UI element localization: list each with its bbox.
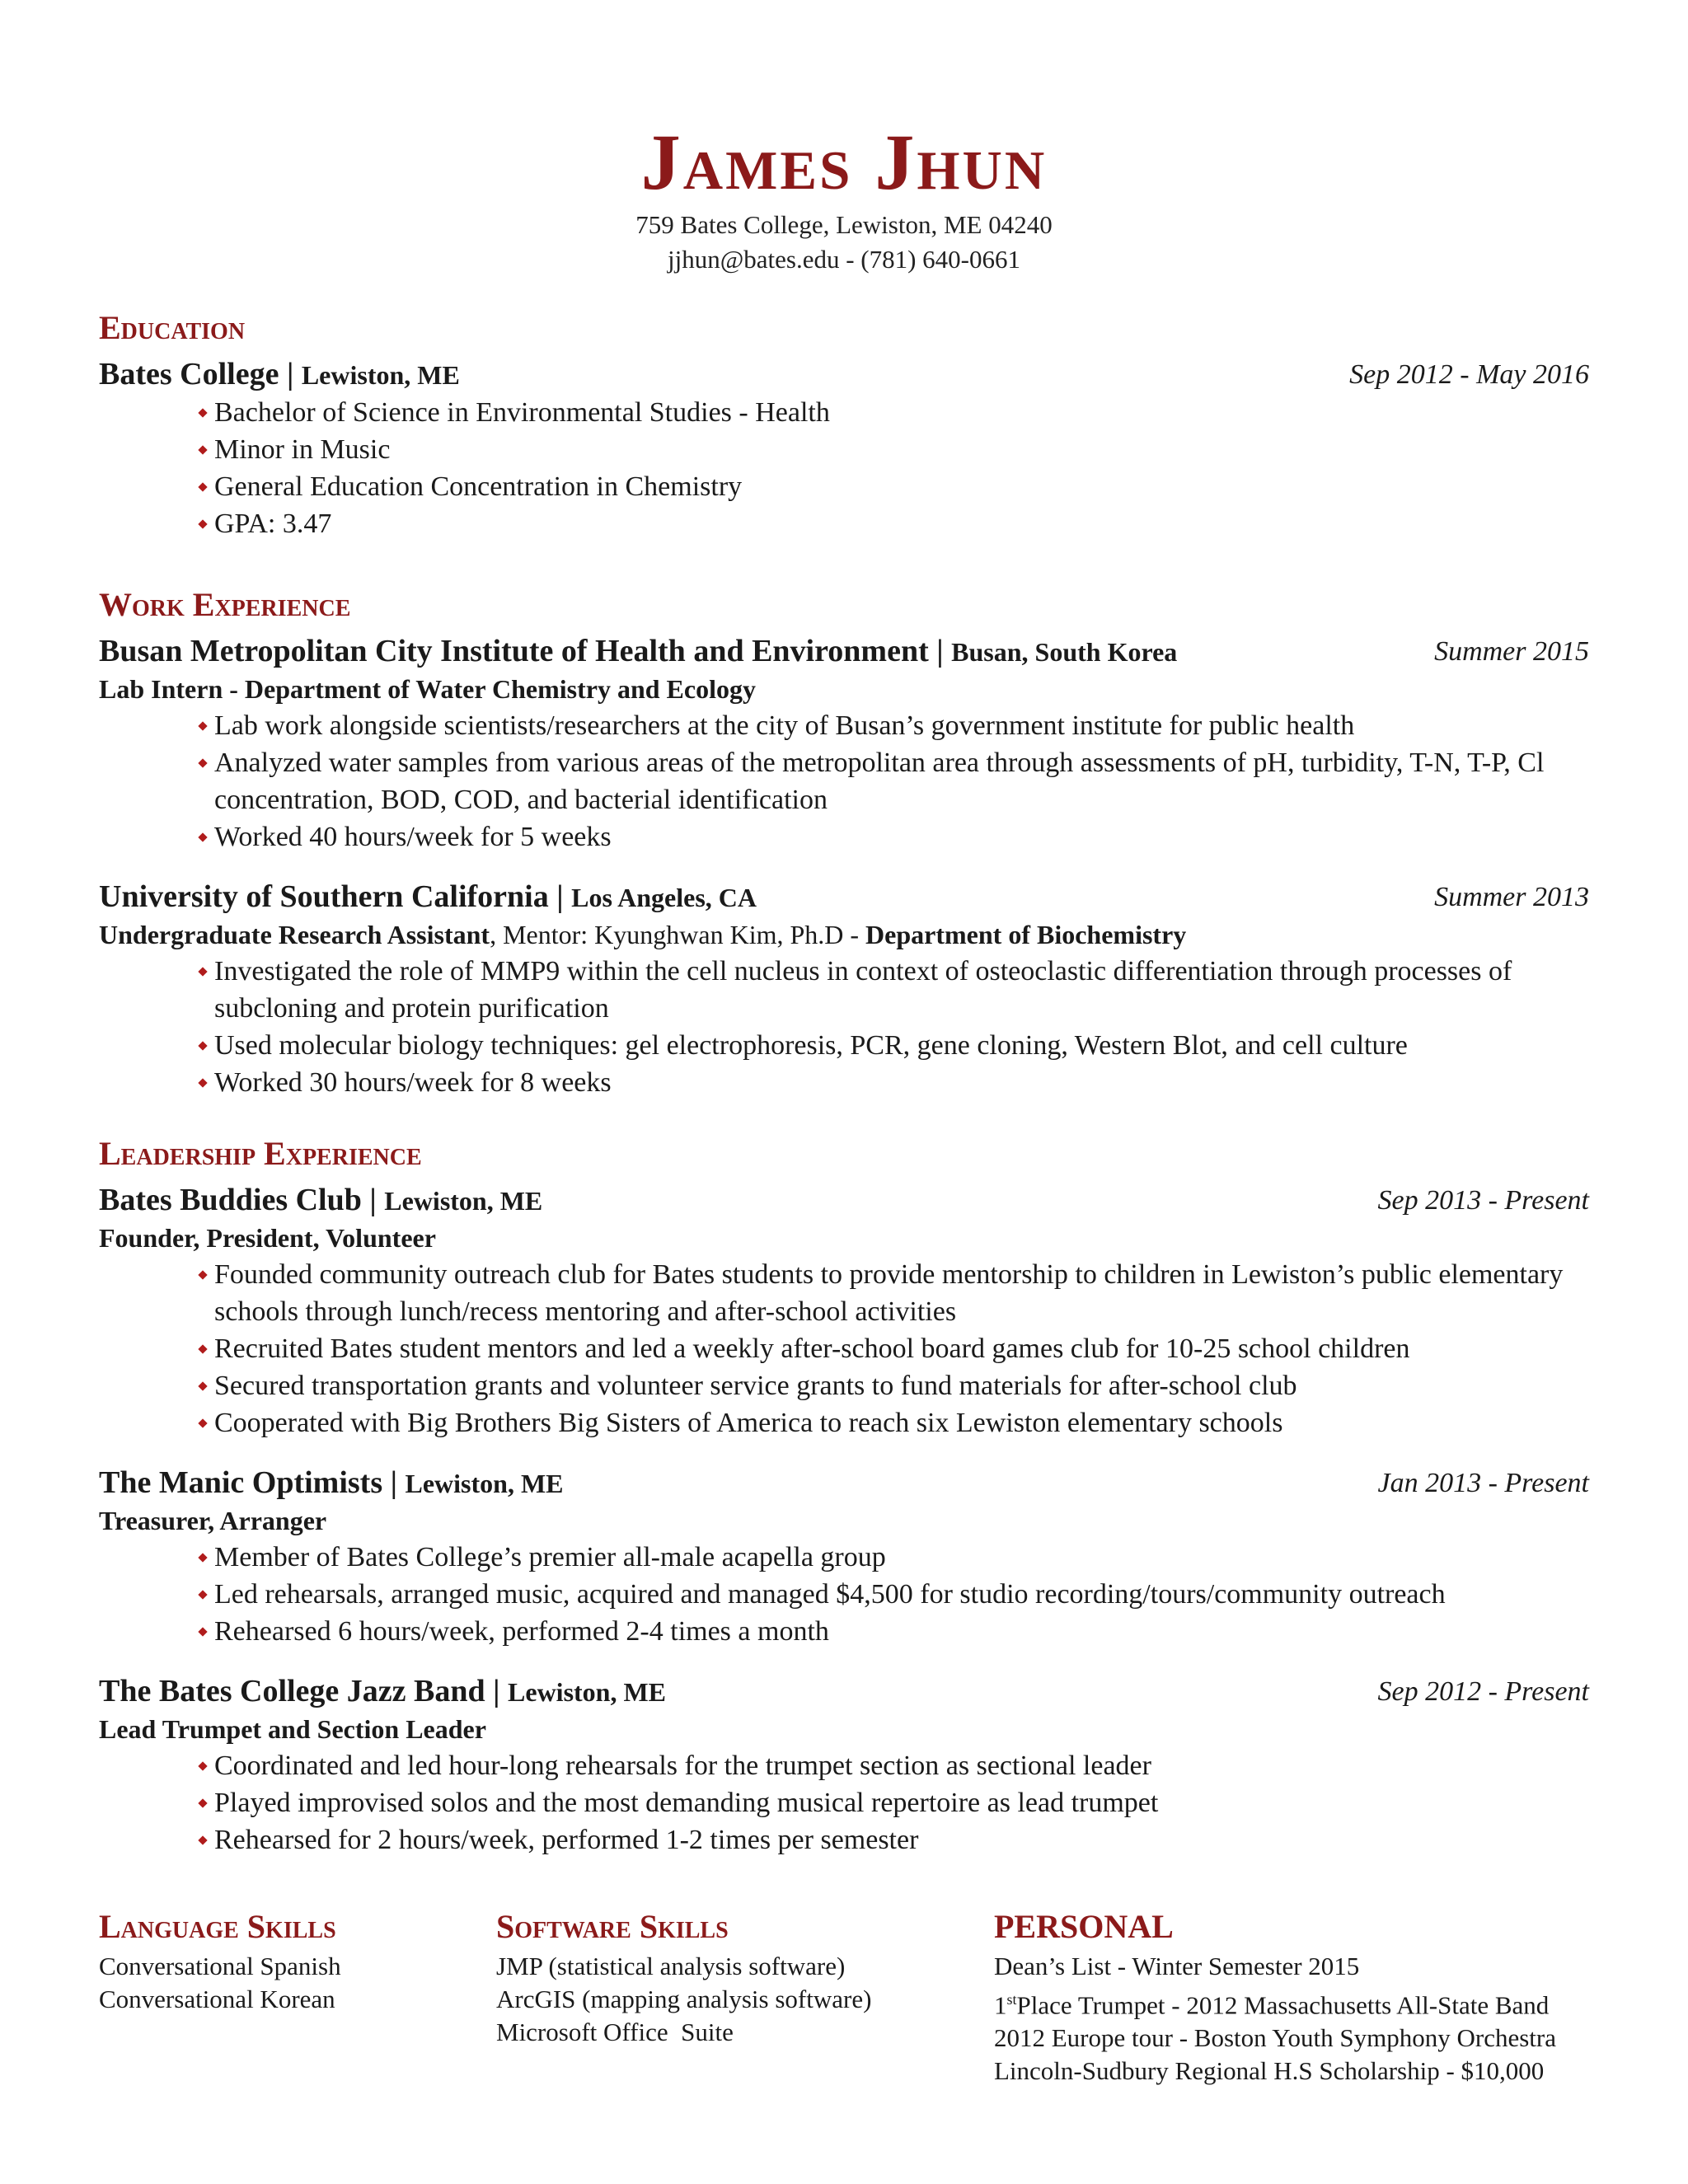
org-name: Busan Metropolitan City Institute of Health and Environment [99,634,929,668]
entry-header [99,351,1589,394]
role-name: Undergraduate Research Assistant [99,920,490,949]
org-location: Lewiston, ME [301,360,460,390]
list-item: Rehearsed for 2 hours/week, performed 1-2 times per semester [198,1821,1589,1858]
org-separator: | [548,879,572,914]
entry-date: Sep 2013 - Present [1377,1185,1589,1216]
section-title-education: Education [99,309,246,346]
role-department: Department of Biochemistry [865,920,1187,949]
leadership-entry [99,1177,1589,1441]
education-section [99,305,1589,542]
language-item: Conversational Korean [99,1985,335,2013]
list-item: Investigated the role of MMP9 within the cell nucleus in context of osteoclastic differentiation through processes of subcloning and protein purification [198,953,1589,1027]
list-item: GPA: 3.47 [198,505,1589,542]
entry-date: Sep 2012 - May 2016 [1349,359,1589,390]
role-title: Lab Intern - Department of Water Chemistry and Ecology [99,674,756,704]
leadership-section [99,1131,1589,1858]
candidate-name: James Jhun [640,118,1048,206]
org-line [99,1182,542,1218]
org-location: Lewiston, ME [405,1469,564,1498]
org-name: University of Southern California [99,879,549,914]
org-separator: | [279,357,302,391]
list-item: Used molecular biology techniques: gel electrophoresis, PCR, gene cloning, Western Blot, and cell culture [198,1027,1589,1064]
list-item: Member of Bates College’s premier all-male acapella group [198,1539,1589,1576]
resume-body [99,305,1589,1877]
list-item: Recruited Bates student mentors and led a weekly after-school board games club for 10-25 school children [198,1330,1589,1367]
list-item: Worked 30 hours/week for 8 weeks [198,1064,1589,1101]
org-name: Bates College [99,357,279,391]
list-item: Played improvised solos and the most demanding musical repertoire as lead trumpet [198,1784,1589,1821]
org-location: Los Angeles, CA [571,883,757,912]
list-item: Analyzed water samples from various areas of the metropolitan area through assessments of pH, turbidity, T-N, T-P, Cl concentration, BOD, COD, and bacterial identification [198,744,1589,818]
list-item: Minor in Music [198,431,1589,468]
section-title-leadership: Leadership Experience [99,1135,422,1172]
section-title-work: Work Experience [99,586,351,623]
org-separator: | [485,1674,509,1708]
contact-line: jjhun@bates.edu - (781) 640-0661 [667,245,1021,274]
org-location: Lewiston, ME [384,1186,543,1216]
role-title: Founder, President, Volunteer [99,1223,436,1253]
list-item: Led rehearsals, arranged music, acquired and managed $4,500 for studio recording/tours/community outreach [198,1576,1589,1613]
list-item: Coordinated and led hour-long rehearsals for the trumpet section as sectional leader [198,1747,1589,1784]
software-item: ArcGIS (mapping analysis software) [496,1985,872,2013]
work-entry [99,874,1589,1101]
org-location: Lewiston, ME [508,1677,667,1707]
personal-item: 2012 Europe tour - Boston Youth Symphony Orchestra [994,2023,1556,2053]
org-separator: | [382,1465,406,1500]
entry-date: Summer 2015 [1434,636,1589,667]
org-line [99,633,1177,669]
award-text: Place Trumpet - 2012 Massachusetts All-State Band [1016,1990,1550,2020]
entry-header [99,1177,1589,1220]
ordinal-suffix: st [1006,1991,1017,2008]
education-entry [99,351,1589,542]
section-title-language: Language Skills [99,1908,336,1945]
role-title: Lead Trumpet and Section Leader [99,1714,486,1744]
personal-item [994,1983,1556,2022]
list-item: Worked 40 hours/week for 5 weeks [198,818,1589,855]
leadership-entry [99,1668,1589,1858]
resume-header [0,117,1688,277]
entry-date: Jan 2013 - Present [1377,1468,1589,1498]
list-item: General Education Concentration in Chemistry [198,468,1589,505]
list-item: Secured transportation grants and volunteer service grants to fund materials for after-school club [198,1367,1589,1404]
org-separator: | [361,1183,385,1217]
org-separator: | [928,634,952,668]
language-skills-column [99,1904,341,2016]
bullet-list [99,394,1589,542]
software-skills-column [496,1904,871,2049]
list-item: Founded community outreach club for Bates students to provide mentorship to children in Lewiston’s public elementary schools through lunch/recess mentoring and after-school activities [198,1256,1589,1330]
org-location: Busan, South Korea [951,637,1178,667]
org-line [99,356,460,392]
ordinal-number: 1 [994,1990,1007,2020]
address: 759 Bates College, Lewiston, ME 04240 [635,210,1053,239]
role-title [99,916,1589,953]
org-name: The Bates College Jazz Band [99,1674,485,1708]
org-line [99,1465,564,1501]
list-item: Bachelor of Science in Environmental Studies - Health [198,394,1589,431]
bullet-list [99,707,1589,855]
org-line [99,1673,666,1709]
entry-date: Summer 2013 [1434,882,1589,912]
work-section [99,582,1589,1101]
personal-item: Dean’s List - Winter Semester 2015 [994,1952,1360,1980]
bullet-list [99,1747,1589,1858]
role-mentor: , Mentor: Kyunghwan Kim, Ph.D - [490,920,866,949]
entry-header [99,628,1589,671]
org-line [99,879,757,915]
leadership-entry [99,1460,1589,1650]
bullet-list [99,1256,1589,1441]
personal-column [994,1904,1556,2088]
personal-item: Lincoln-Sudbury Regional H.S Scholarship - $10,000 [994,2056,1545,2086]
entry-header [99,1668,1589,1711]
software-item: JMP (statistical analysis software) [496,1952,846,1980]
bullet-list [99,1539,1589,1650]
org-name: The Manic Optimists [99,1465,383,1500]
role-title: Treasurer, Arranger [99,1506,327,1535]
list-item: Cooperated with Big Brothers Big Sisters of America to reach six Lewiston elementary schools [198,1404,1589,1441]
section-title-software: Software Skills [496,1908,729,1945]
section-title-personal: PERSONAL [994,1908,1174,1945]
list-item: Lab work alongside scientists/researchers at the city of Busan’s government institute for public health [198,707,1589,744]
entry-header [99,874,1589,916]
language-item: Conversational Spanish [99,1952,341,1980]
bullet-list [99,953,1589,1101]
org-name: Bates Buddies Club [99,1183,362,1217]
work-entry [99,628,1589,855]
list-item: Rehearsed 6 hours/week, performed 2-4 times a month [198,1613,1589,1650]
entry-header [99,1460,1589,1502]
software-item: Microsoft Office Suite [496,2018,734,2046]
entry-date: Sep 2012 - Present [1377,1676,1589,1707]
